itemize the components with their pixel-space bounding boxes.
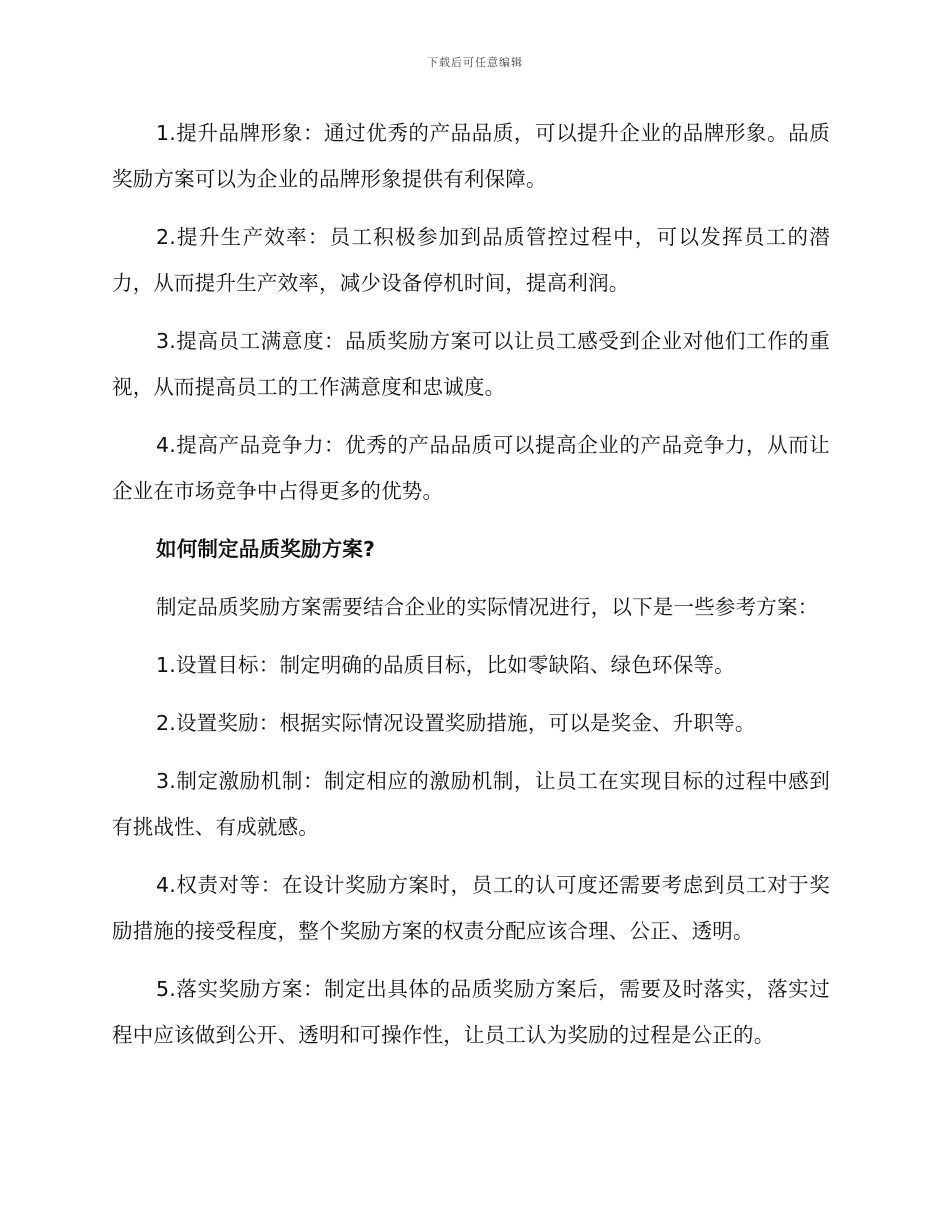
step-paragraph-rights-responsibilities: 4.权责对等：在设计奖励方案时，员工的认可度还需要考虑到员工对于奖励措施的接受程度，整个奖励方案的权责分配应该合理、公正、透明。 bbox=[112, 873, 830, 943]
section-intro-paragraph: 制定品质奖励方案需要结合企业的实际情况进行，以下是一些参考方案： bbox=[156, 595, 819, 619]
step-paragraph-implement-plan: 5.落实奖励方案：制定出具体的品质奖励方案后，需要及时落实，落实过程中应该做到公开、透明和可操作性，让员工认为奖励的过程是公正的。 bbox=[112, 977, 830, 1047]
section-heading: 如何制定品质奖励方案? bbox=[156, 537, 376, 561]
step-paragraph-set-rewards: 2.设置奖励：根据实际情况设置奖励措施，可以是奖金、升职等。 bbox=[156, 711, 756, 735]
step-paragraph-set-goals: 1.设置目标：制定明确的品质目标，比如零缺陷、绿色环保等。 bbox=[156, 653, 735, 677]
benefit-paragraph-employee-satisfaction: 3.提高员工满意度：品质奖励方案可以让员工感受到企业对他们工作的重视，从而提高员工的工作满意度和忠诚度。 bbox=[112, 329, 830, 399]
benefit-paragraph-product-competitiveness: 4.提高产品竞争力：优秀的产品品质可以提高企业的产品竞争力，从而让企业在市场竞争中占得更多的优势。 bbox=[112, 433, 830, 503]
document-body bbox=[112, 110, 830, 1058]
header-note: 下载后可任意编辑 bbox=[427, 56, 523, 69]
benefit-paragraph-production-efficiency: 2.提升生产效率：员工积极参加到品质管控过程中，可以发挥员工的潜力，从而提升生产效率，减少设备停机时间，提高利润。 bbox=[112, 225, 830, 295]
step-paragraph-incentive-mechanism: 3.制定激励机制：制定相应的激励机制，让员工在实现目标的过程中感到有挑战性、有成就感。 bbox=[112, 769, 830, 839]
benefit-paragraph-brand-image: 1.提升品牌形象：通过优秀的产品品质，可以提升企业的品牌形象。品质奖励方案可以为企业的品牌形象提供有利保障。 bbox=[112, 121, 830, 191]
